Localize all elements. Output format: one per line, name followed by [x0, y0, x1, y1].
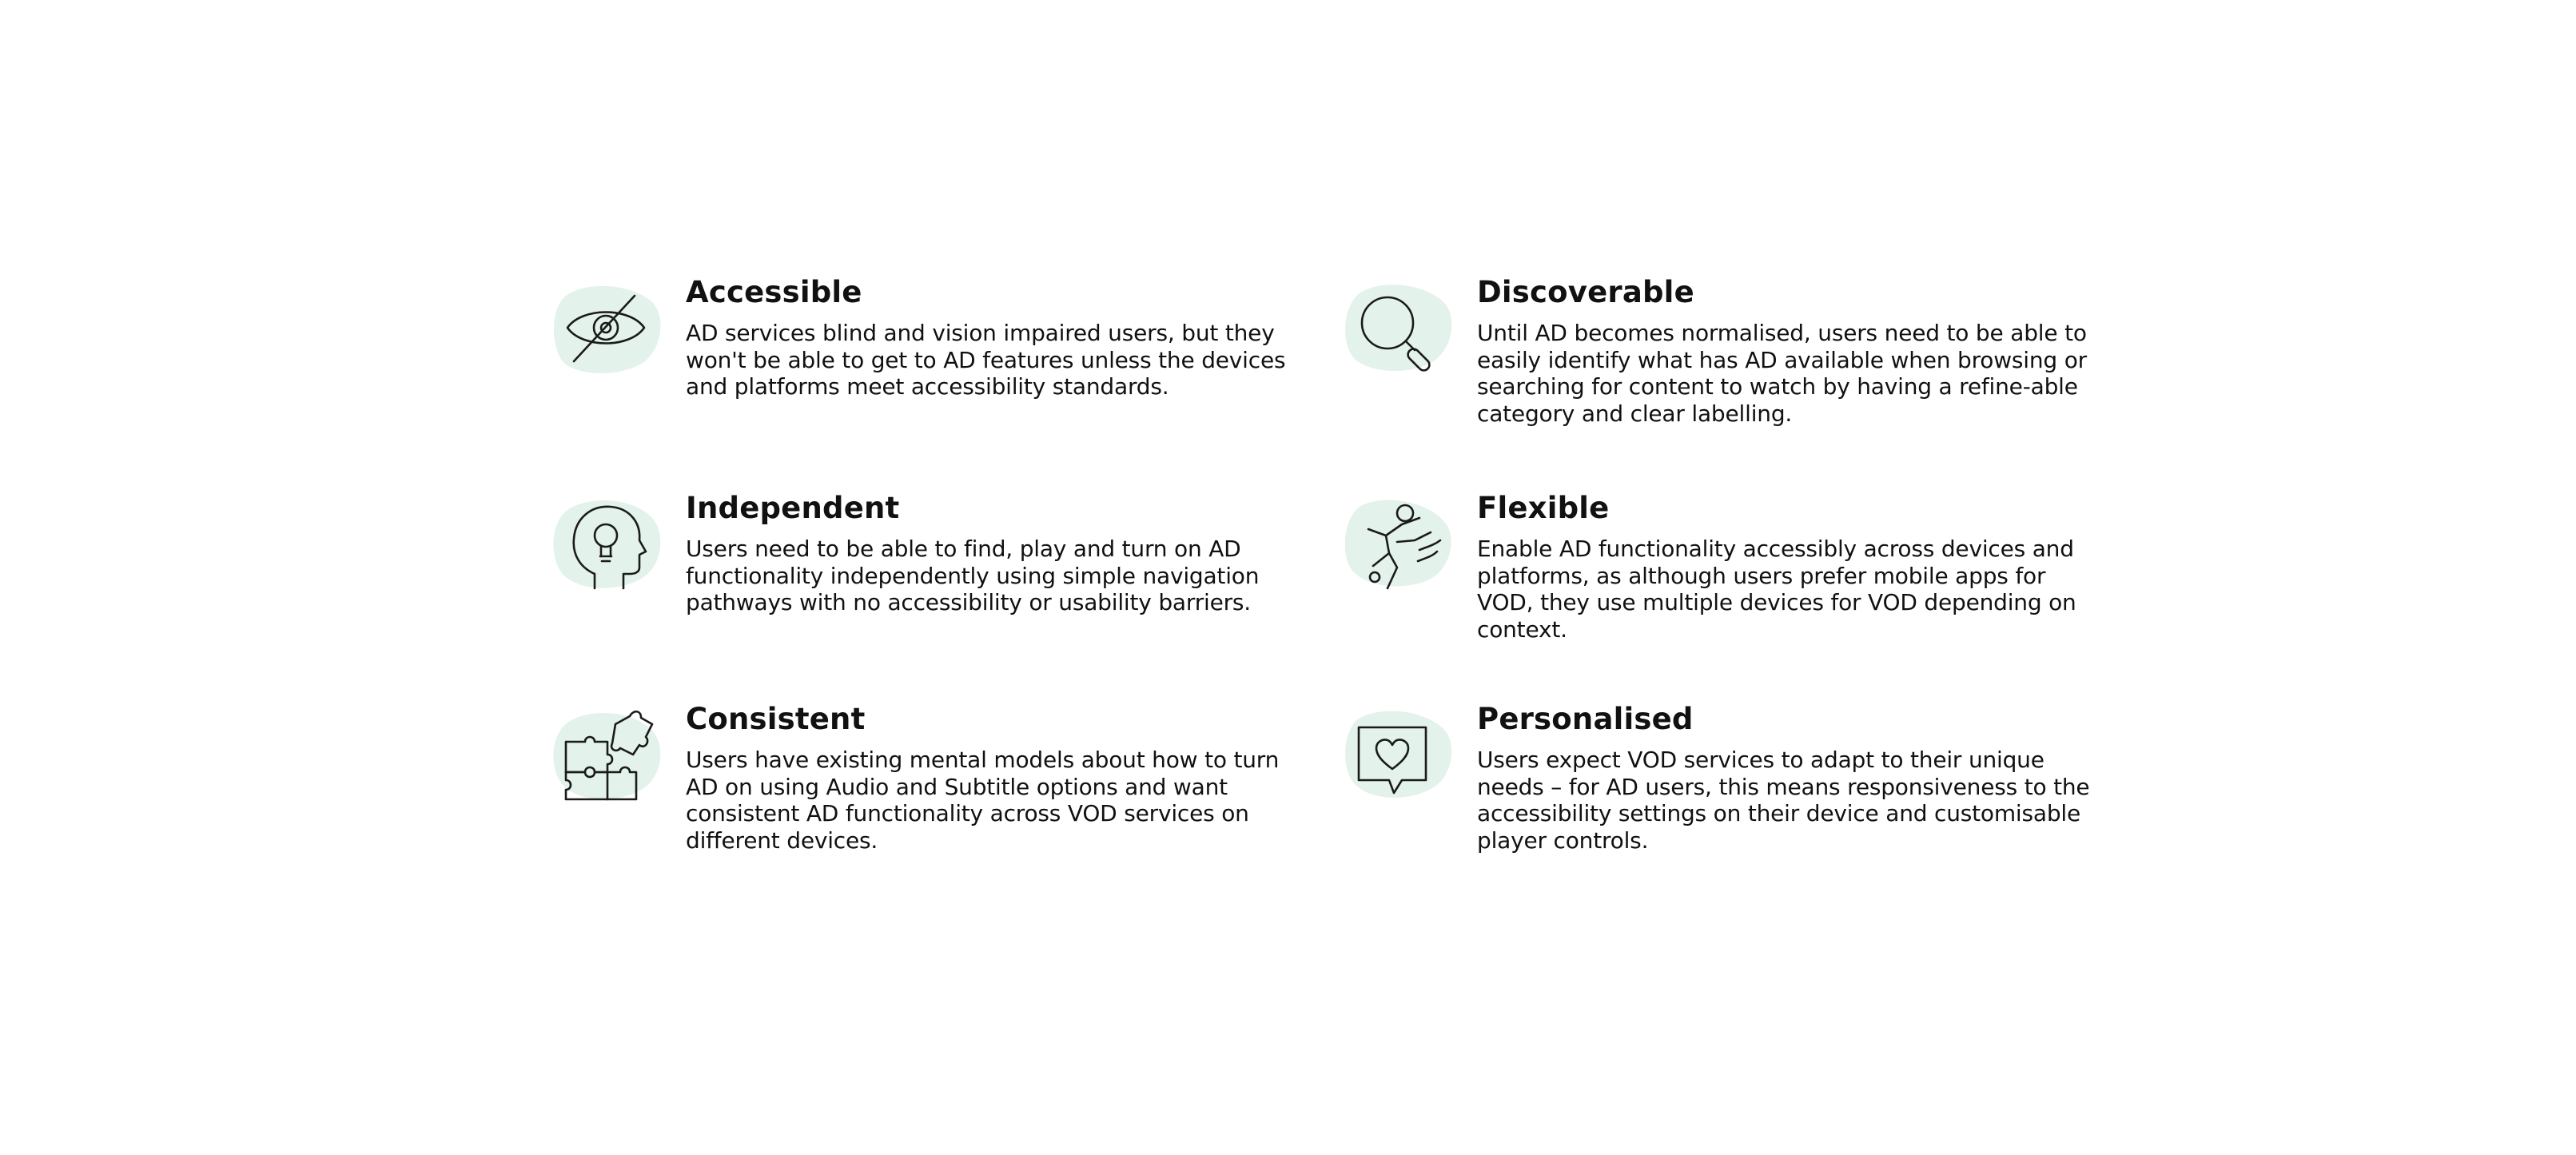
principle-text [1477, 486, 2100, 643]
speech-bubble-heart-icon [1341, 705, 1456, 809]
principle-title: Discoverable [1477, 275, 1694, 309]
principle-card-independent [550, 486, 1317, 662]
principle-description: Until AD becomes normalised, users need to be able to easily identify what has AD available when browsing or searching for content to watch by having a refine-able category and clear labelling. [1477, 320, 2087, 427]
principle-description: Users need to be able to find, play and turn on AD functionality independently using simple navigation pathways with no accessibility or usability barriers. [686, 536, 1260, 615]
principle-card-accessible [550, 270, 1317, 446]
eye-slash-icon [550, 278, 665, 382]
principle-text [1477, 697, 2100, 854]
principle-card-discoverable [1341, 270, 2108, 446]
principle-card-personalised [1341, 697, 2108, 873]
stretching-figure-icon [1341, 494, 1456, 598]
principle-text [1477, 270, 2100, 427]
principle-text [686, 270, 1309, 400]
principle-description: Users expect VOD services to adapt to their unique needs – for AD users, this means responsiveness to the accessibility settings on their device and customisable player controls. [1477, 747, 2090, 854]
principle-card-consistent [550, 697, 1317, 873]
principle-text [686, 486, 1309, 616]
head-lightbulb-icon [550, 494, 665, 598]
principle-title: Independent [686, 491, 900, 525]
principle-description: Users have existing mental models about how to turn AD on using Audio and Subtitle options and want consistent AD functionality across VOD services on different devices. [686, 747, 1280, 854]
principle-card-flexible [1341, 486, 2108, 662]
principle-title: Accessible [686, 275, 862, 309]
principle-title: Personalised [1477, 702, 1694, 736]
puzzle-pieces-icon [550, 705, 665, 809]
principle-text [686, 697, 1309, 854]
principle-title: Flexible [1477, 491, 1610, 525]
magnifying-glass-icon [1341, 278, 1456, 382]
principle-title: Consistent [686, 702, 866, 736]
principle-description: Enable AD functionality accessibly across devices and platforms, as although users prefer mobile apps for VOD, they use multiple devices for VOD depending on context. [1477, 536, 2076, 643]
principle-description: AD services blind and vision impaired users, but they won't be able to get to AD features unless the devices and platforms meet accessibility standards. [686, 320, 1286, 400]
principles-grid [550, 270, 2090, 854]
